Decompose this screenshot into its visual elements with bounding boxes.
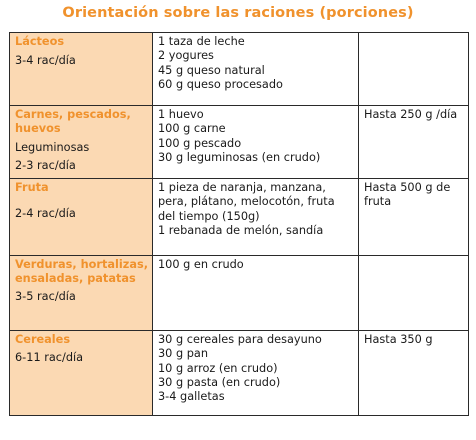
portions-table — [9, 32, 469, 416]
table-row — [10, 331, 469, 416]
limit-text: Hasta 350 g — [364, 333, 433, 346]
category-cell — [10, 106, 153, 179]
food-item: 10 g arroz (en crudo) — [158, 361, 278, 375]
foods-cell — [153, 33, 359, 106]
servings-per-day: 2-3 rac/día — [15, 158, 76, 172]
category-cell — [10, 33, 153, 106]
food-item: 100 g carne — [158, 122, 226, 136]
limit-text: Hasta 500 g de fruta — [364, 181, 451, 209]
foods-cell — [153, 331, 359, 416]
category-cell — [10, 331, 153, 416]
servings-per-day: 6-11 rac/día — [15, 351, 84, 365]
table-row — [10, 179, 469, 256]
food-item: 3-4 galletas — [158, 390, 225, 404]
servings-per-day: 3-4 rac/día — [15, 54, 76, 68]
limit-cell — [359, 179, 469, 256]
category-name: Lácteos — [15, 35, 65, 48]
food-item: 60 g queso procesado — [158, 77, 283, 91]
foods-cell — [153, 179, 359, 256]
foods-cell — [153, 256, 359, 331]
food-item: 30 g leguminosas (en crudo) — [158, 150, 321, 164]
limit-cell — [359, 331, 469, 416]
page-title: Orientación sobre las raciones (porciones) — [62, 5, 414, 21]
category-name: Cereales — [15, 333, 71, 346]
category-cell — [10, 179, 153, 256]
food-item: 1 taza de leche — [158, 35, 245, 48]
food-item: 45 g queso natural — [158, 63, 265, 77]
food-item: 100 g en crudo — [158, 258, 244, 271]
category-name: Fruta — [15, 181, 49, 194]
limit-cell — [359, 106, 469, 179]
servings-per-day: 3-5 rac/día — [15, 289, 76, 303]
table-row — [10, 33, 469, 106]
servings-per-day: 2-4 rac/día — [15, 207, 76, 221]
category-name: Verduras, hortalizas, ensaladas, patatas — [15, 258, 148, 286]
food-item: 30 g pan — [158, 347, 208, 361]
food-item: 2 yogures — [158, 49, 214, 63]
food-item: 1 rebanada de melón, sandía — [158, 223, 324, 237]
table-row — [10, 256, 469, 331]
limit-cell — [359, 33, 469, 106]
food-item: 1 huevo — [158, 108, 204, 121]
food-item: 1 pieza de naranja, manzana, pera, plátano, melocotón, fruta del tiempo (150g) — [158, 181, 335, 223]
foods-cell — [153, 106, 359, 179]
food-item: 100 g pescado — [158, 136, 242, 150]
limit-text: Hasta 250 g /día — [364, 108, 458, 121]
food-item: 30 g cereales para desayuno — [158, 333, 322, 346]
category-name: Carnes, pescados, huevos — [15, 108, 131, 136]
category-cell — [10, 256, 153, 331]
food-item: 30 g pasta (en crudo) — [158, 375, 281, 389]
subcategory-name: Leguminosas — [15, 140, 90, 154]
limit-cell — [359, 256, 469, 331]
table-row — [10, 106, 469, 179]
